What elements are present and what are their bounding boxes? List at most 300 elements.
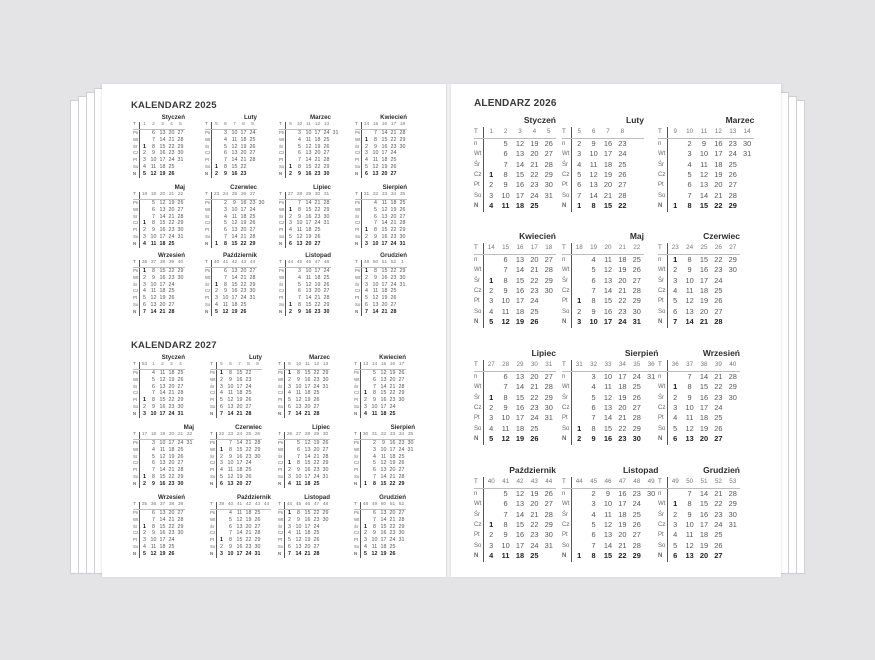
day-cell: 26 xyxy=(313,397,320,404)
week-header-label: T xyxy=(658,360,668,371)
week-number: 50 xyxy=(380,502,387,507)
weekday-row xyxy=(354,390,406,397)
weekday-row xyxy=(658,530,740,540)
day-cell: 1 xyxy=(577,423,582,433)
day-cell: 1 xyxy=(215,164,218,171)
day-cell: 16 xyxy=(236,453,243,460)
day-cell: 6 xyxy=(503,149,508,159)
day-cell: 26 xyxy=(544,138,553,148)
weekday-label: Śr xyxy=(354,454,361,461)
weekday-row xyxy=(278,467,330,474)
day-cell: 11 xyxy=(501,201,510,211)
month-name: Wrzesień xyxy=(157,252,185,259)
week-number: 44 xyxy=(287,260,294,265)
week-number: 3 xyxy=(161,122,164,127)
weekday-row xyxy=(562,403,658,413)
day-cell: 11 xyxy=(150,164,157,171)
day-cell: 2 xyxy=(143,227,146,234)
day-cell: 6 xyxy=(365,302,368,309)
month-block xyxy=(133,424,194,488)
week-header-label: T xyxy=(658,127,668,138)
weekday-label: Wt xyxy=(658,265,668,275)
day-cell: 29 xyxy=(632,551,641,561)
day-cell: 12 xyxy=(231,143,238,150)
day-cell: 16 xyxy=(603,434,613,444)
day-cell: 18 xyxy=(515,201,525,211)
day-cell: 27 xyxy=(249,150,256,157)
day-cell: 9 xyxy=(503,285,508,295)
day-cell: 7 xyxy=(503,265,508,275)
sunday-row xyxy=(133,309,185,316)
day-cell: 1 xyxy=(577,201,582,211)
weekday-row xyxy=(278,474,330,481)
day-cell: 19 xyxy=(390,206,397,213)
sunday-row xyxy=(658,434,740,444)
day-cell: 17 xyxy=(699,402,709,412)
weekday-label: So xyxy=(354,404,360,410)
weekday-row xyxy=(279,157,331,164)
weekday-label: Pn xyxy=(278,439,284,445)
month-name: Listopad xyxy=(622,465,659,475)
weekday-label: N xyxy=(279,171,286,178)
day-cell: 31 xyxy=(743,149,752,159)
day-cell: 31 xyxy=(544,190,553,200)
day-cell: 6 xyxy=(373,509,376,516)
day-cell: 10 xyxy=(231,206,238,213)
day-cell: 6 xyxy=(152,460,155,467)
day-cell: 18 xyxy=(168,446,175,453)
weekday-row xyxy=(474,191,556,201)
day-cell: 13 xyxy=(589,180,598,190)
day-cell: 14 xyxy=(515,509,525,519)
day-cell: 29 xyxy=(398,390,405,397)
day-cell: 27 xyxy=(398,376,405,383)
day-cell: 16 xyxy=(159,404,166,411)
day-cell: 30 xyxy=(177,227,184,234)
day-cell: 16 xyxy=(304,467,311,474)
month-name: Marzec xyxy=(310,114,331,121)
day-cell: 18 xyxy=(618,254,627,264)
weekday-label: n xyxy=(658,372,668,382)
day-cell: 15 xyxy=(159,267,166,274)
day-cell: 24 xyxy=(240,295,247,302)
day-cell: 26 xyxy=(632,392,641,402)
day-cell: 25 xyxy=(254,509,261,516)
day-cell: 5 xyxy=(220,474,223,481)
day-cell: 2 xyxy=(673,509,678,519)
weekday-label: Pt xyxy=(658,530,668,540)
weekday-row xyxy=(562,276,644,286)
weekday-row xyxy=(133,384,185,391)
day-cell: 10 xyxy=(222,295,229,302)
day-cell: 16 xyxy=(714,138,723,148)
week-number: 23 xyxy=(213,192,220,197)
day-cell: 4 xyxy=(229,509,232,516)
day-cell: 28 xyxy=(323,199,330,206)
day-cell: 24 xyxy=(245,460,252,467)
week-number: 9 xyxy=(289,122,292,127)
day-cell: 15 xyxy=(603,201,613,211)
week-number-row xyxy=(133,122,185,130)
weekday-row xyxy=(133,137,185,144)
day-cell: 8 xyxy=(503,169,508,179)
day-cell: 13 xyxy=(685,551,694,561)
week-number: 3 xyxy=(518,128,522,135)
day-cell: 14 xyxy=(699,190,709,200)
day-cell: 7 xyxy=(288,551,291,558)
day-cell: 24 xyxy=(168,234,175,241)
day-cell: 4 xyxy=(673,530,678,540)
week-number-row xyxy=(474,243,556,255)
weekday-label: Wt xyxy=(205,206,211,212)
weekday-row xyxy=(133,282,185,289)
day-cell: 29 xyxy=(323,302,330,309)
day-cell: 22 xyxy=(245,369,252,376)
day-cell: 27 xyxy=(313,404,320,411)
day-cell: 7 xyxy=(229,439,232,446)
day-cell: 11 xyxy=(380,453,387,460)
day-cell: 21 xyxy=(159,309,166,316)
day-cell: 17 xyxy=(231,295,238,302)
weekday-label: Pn xyxy=(355,267,361,273)
weekday-row xyxy=(278,440,330,447)
day-cell: 26 xyxy=(177,453,184,460)
weekday-row xyxy=(562,255,644,265)
day-cell: 29 xyxy=(323,164,330,171)
day-cell: 3 xyxy=(215,295,218,302)
day-cell: 25 xyxy=(313,481,320,488)
day-cell: 13 xyxy=(236,523,243,530)
sunday-row xyxy=(474,317,556,327)
day-cell: 1 xyxy=(364,481,367,488)
day-cell: 30 xyxy=(398,397,405,404)
day-cell: 16 xyxy=(381,274,388,281)
weekday-label: Pt xyxy=(354,467,361,474)
day-cell: 12 xyxy=(381,206,388,213)
weekday-label: Wt xyxy=(278,376,284,382)
week-number: 35 xyxy=(141,502,148,507)
weekday-row xyxy=(279,200,331,207)
day-cell: 3 xyxy=(673,402,678,412)
weekday-row xyxy=(279,207,331,214)
day-cell: 11 xyxy=(159,369,166,376)
day-cell: 8 xyxy=(152,397,155,404)
day-cell: 23 xyxy=(714,265,723,275)
day-cell: 29 xyxy=(544,392,553,402)
week-number: 8 xyxy=(620,128,625,135)
day-cell: 21 xyxy=(304,551,311,558)
week-number: 20 xyxy=(604,244,612,251)
week-number: 8 xyxy=(247,362,250,367)
week-number-row xyxy=(474,360,556,372)
day-cell: 6 xyxy=(673,434,678,444)
day-cell: 26 xyxy=(254,516,261,523)
day-cell: 27 xyxy=(632,530,641,540)
weekday-label: Wt xyxy=(658,149,668,159)
month-name: Październik xyxy=(222,252,257,259)
day-cell: 11 xyxy=(700,159,708,169)
week-header-label: T xyxy=(133,122,140,129)
day-cell: 12 xyxy=(150,295,157,302)
weekday-row xyxy=(133,510,185,517)
day-cell: 2 xyxy=(364,530,367,537)
week-number: 2 xyxy=(503,128,508,135)
weekday-row xyxy=(474,160,556,170)
weekday-label: Śr xyxy=(355,144,362,151)
day-cell: 16 xyxy=(305,171,312,178)
day-cell: 5 xyxy=(143,171,146,178)
weekday-label: n xyxy=(474,489,484,499)
weekday-label: Pt xyxy=(355,295,362,302)
weekday-row xyxy=(205,282,257,289)
day-cell: 29 xyxy=(249,281,256,288)
day-cell: 21 xyxy=(390,129,397,136)
day-cell: 12 xyxy=(380,460,387,467)
day-cell: 5 xyxy=(143,295,146,302)
day-cell: 12 xyxy=(305,143,312,150)
day-cell: 30 xyxy=(177,530,184,537)
week-number: 37 xyxy=(159,502,166,507)
day-cell: 8 xyxy=(373,390,376,397)
month-block xyxy=(658,464,740,562)
day-cell: 4 xyxy=(365,157,368,164)
week-number: 28 xyxy=(304,432,311,437)
day-cell: 25 xyxy=(249,213,256,220)
week-number-row xyxy=(279,192,331,200)
day-cell: 31 xyxy=(728,519,737,529)
day-cell: 20 xyxy=(240,227,247,234)
day-cell: 26 xyxy=(398,369,405,376)
day-cell: 17 xyxy=(380,404,387,411)
day-cell: 26 xyxy=(389,551,396,558)
day-cell: 18 xyxy=(159,164,166,171)
day-cell: 15 xyxy=(515,169,525,179)
week-number-row xyxy=(658,127,754,139)
day-cell: 6 xyxy=(288,404,291,411)
day-cell: 29 xyxy=(728,254,737,264)
day-cell: 30 xyxy=(407,439,414,446)
weekday-label: Wt xyxy=(354,516,360,522)
weekday-label: So xyxy=(355,234,361,240)
day-cell: 7 xyxy=(503,159,508,169)
weekday-row xyxy=(354,370,406,377)
day-cell: 9 xyxy=(152,150,155,157)
sunday-row xyxy=(354,551,406,558)
day-cell: 4 xyxy=(673,285,678,295)
week-number: 45 xyxy=(590,478,598,485)
day-cell: 24 xyxy=(530,413,539,423)
day-cell: 22 xyxy=(240,241,247,248)
week-header-label: T xyxy=(354,362,361,369)
day-cell: 21 xyxy=(389,474,396,481)
day-cell: 22 xyxy=(390,227,397,234)
day-cell: 5 xyxy=(373,460,376,467)
day-cell: 7 xyxy=(152,390,155,397)
day-cell: 9 xyxy=(233,199,236,206)
day-cell: 2 xyxy=(288,516,291,523)
day-cell: 21 xyxy=(245,530,252,537)
week-number: 24 xyxy=(236,432,243,437)
day-cell: 11 xyxy=(150,288,157,295)
day-cell: 29 xyxy=(254,537,261,544)
day-cell: 27 xyxy=(714,434,723,444)
weekday-row xyxy=(355,207,407,214)
day-cell: 23 xyxy=(398,439,405,446)
week-number-row xyxy=(474,477,556,489)
day-cell: 27 xyxy=(398,467,405,474)
day-cell: 24 xyxy=(398,446,405,453)
month-block xyxy=(133,252,185,316)
day-cell: 21 xyxy=(530,509,539,519)
week-number: 15 xyxy=(372,122,379,127)
day-cell: 14 xyxy=(150,309,157,316)
weekday-label: So xyxy=(133,164,139,170)
day-cell: 24 xyxy=(249,206,256,213)
month-name: Maj xyxy=(174,184,185,191)
calendar-year-title: KALENDARZ 2025 xyxy=(131,100,217,111)
day-cell: 24 xyxy=(168,411,175,418)
day-cell: 5 xyxy=(373,369,376,376)
month-name: Luty xyxy=(626,115,644,125)
day-cell: 15 xyxy=(231,281,238,288)
week-header-label: T xyxy=(279,192,286,199)
day-cell: 4 xyxy=(591,382,596,392)
day-cell: 2 xyxy=(289,213,292,220)
day-cell: 18 xyxy=(304,390,311,397)
day-cell: 31 xyxy=(177,234,184,241)
weekday-label: N xyxy=(210,551,217,558)
week-number: 38 xyxy=(700,361,708,368)
day-cell: 11 xyxy=(231,213,238,220)
day-cell: 26 xyxy=(249,143,256,150)
weekday-row xyxy=(133,164,185,171)
weekday-row xyxy=(205,130,257,137)
weekday-label: Pt xyxy=(205,227,212,234)
day-cell: 23 xyxy=(249,199,256,206)
weekday-row xyxy=(562,139,644,149)
weekday-label: Cz xyxy=(354,530,360,536)
day-cell: 9 xyxy=(374,143,377,150)
week-number: 17 xyxy=(141,432,148,437)
day-cell: 26 xyxy=(168,171,175,178)
day-cell: 25 xyxy=(398,453,405,460)
week-number-row xyxy=(562,243,644,255)
weekday-label: n xyxy=(658,139,668,149)
day-cell: 8 xyxy=(224,281,227,288)
day-cell: 23 xyxy=(390,143,397,150)
day-cell: 14 xyxy=(236,439,243,446)
day-cell: 7 xyxy=(591,285,596,295)
day-cell: 10 xyxy=(371,404,378,411)
day-cell: 27 xyxy=(618,180,627,190)
day-cell: 25 xyxy=(632,254,641,264)
sunday-row xyxy=(562,317,644,327)
day-cell: 18 xyxy=(314,274,321,281)
weekday-row xyxy=(562,191,644,201)
week-number: 41 xyxy=(236,502,243,507)
day-cell: 14 xyxy=(304,453,311,460)
weekday-label: Pt xyxy=(210,397,217,404)
month-name: Grudzień xyxy=(703,465,740,475)
day-cell: 20 xyxy=(381,171,388,178)
day-cell: 19 xyxy=(618,519,627,529)
day-cell: 17 xyxy=(603,149,613,159)
day-cell: 15 xyxy=(231,241,238,248)
day-cell: 24 xyxy=(530,296,539,306)
day-cell: 18 xyxy=(699,413,709,423)
weekday-label: Wt xyxy=(210,376,216,382)
sunday-row xyxy=(562,434,658,444)
day-cell: 21 xyxy=(313,453,320,460)
day-cell: 18 xyxy=(231,302,238,309)
day-cell: 30 xyxy=(323,213,330,220)
day-cell: 13 xyxy=(685,306,694,316)
weekday-row xyxy=(354,517,406,524)
day-cell: 17 xyxy=(618,371,627,381)
weekday-row xyxy=(354,447,415,454)
weekday-label: Wt xyxy=(658,382,668,392)
day-cell: 5 xyxy=(288,397,291,404)
day-cell: 11 xyxy=(227,467,234,474)
day-cell: 28 xyxy=(323,157,330,164)
day-cell: 10 xyxy=(296,220,303,227)
week-number: 44 xyxy=(249,260,256,265)
day-cell: 9 xyxy=(503,530,508,540)
day-cell: 13 xyxy=(231,267,238,274)
day-cell: 27 xyxy=(177,383,184,390)
week-header-label: T xyxy=(474,127,484,138)
day-cell: 6 xyxy=(288,544,291,551)
weekday-row xyxy=(133,517,185,524)
day-cell: 30 xyxy=(322,376,329,383)
weekday-row xyxy=(133,275,185,282)
weekday-label: Pn xyxy=(354,369,360,375)
day-cell: 21 xyxy=(530,382,539,392)
day-cell: 28 xyxy=(632,540,641,550)
day-cell: 2 xyxy=(220,544,223,551)
day-cell: 23 xyxy=(618,434,627,444)
day-cell: 23 xyxy=(313,376,320,383)
day-cell: 10 xyxy=(150,157,157,164)
day-cell: 8 xyxy=(687,254,692,264)
sunday-row xyxy=(562,551,658,561)
weekday-row xyxy=(658,265,740,275)
day-cell: 15 xyxy=(699,382,709,392)
weekday-label: Cz xyxy=(278,460,284,466)
weekday-label: Pt xyxy=(658,413,668,423)
day-cell: 8 xyxy=(687,499,692,509)
week-number-row xyxy=(133,432,194,440)
day-cell: 28 xyxy=(399,129,406,136)
weekday-label: Cz xyxy=(474,520,484,530)
day-cell: 1 xyxy=(143,474,146,481)
weekday-row xyxy=(210,544,271,551)
day-cell: 13 xyxy=(381,213,388,220)
sunday-row xyxy=(133,171,185,178)
day-cell: 11 xyxy=(501,551,510,561)
day-cell: 31 xyxy=(399,281,406,288)
day-cell: 18 xyxy=(240,136,247,143)
month-name: Lipiec xyxy=(531,348,556,358)
week-number: 20 xyxy=(168,432,175,437)
day-cell: 25 xyxy=(530,306,539,316)
weekday-label: Pn xyxy=(278,509,284,515)
weekday-row xyxy=(562,510,658,520)
day-cell: 8 xyxy=(687,382,692,392)
day-cell: 27 xyxy=(177,206,184,213)
day-cell: 22 xyxy=(314,302,321,309)
day-cell: 10 xyxy=(603,499,613,509)
